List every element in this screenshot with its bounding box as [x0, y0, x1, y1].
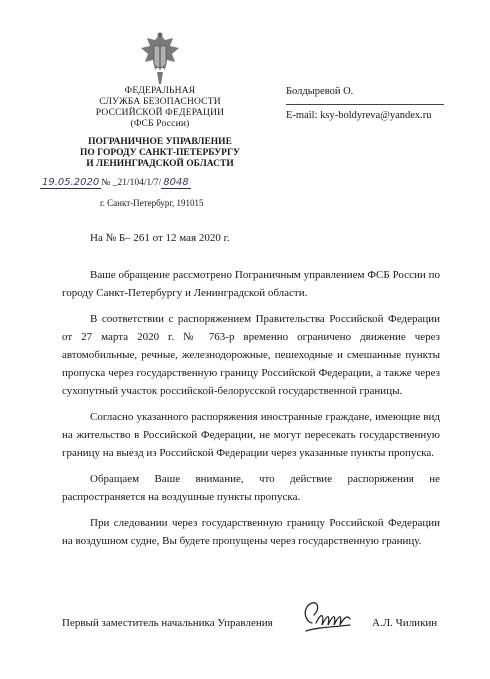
body-paragraph: В соответствии с распоряжением Правительства Российской Федерации от 27 марта 2020 г. № 763-р временно ограничено движение через автомобильные, речные, железнодорожные, пешеходные и смешанные пункты пропуска через государственную границу Российской Федерации, а также через сухопутный участок российской-белорусской государственной границы.	[62, 313, 440, 397]
org-line: РОССИЙСКОЙ ФЕДЕРАЦИИ	[95, 108, 225, 118]
recipient-email: E-mail: ksy-boldyreva@yandex.ru	[286, 110, 432, 121]
organization-name	[60, 86, 260, 130]
org-line: ФЕДЕРАЛЬНАЯ	[124, 86, 196, 96]
city-address: г. Санкт-Петербург, 191015	[100, 198, 204, 208]
dept-line: И ЛЕНИНГРАДСКОЙ ОБЛАСТИ	[86, 159, 234, 169]
recipient-name: Болдыревой О.	[286, 86, 354, 97]
dept-line: ПОГРАНИЧНОЕ УПРАВЛЕНИЕ	[88, 137, 232, 147]
department-name	[60, 137, 260, 170]
body-paragraph: Обращаем Ваше внимание, что действие распоряжения не распространяется на воздушные пункты пропуска.	[62, 473, 440, 503]
body-paragraph: При следовании через государственную границу Российской Федерации на воздушном судне, Вы будете пропущены через государственную границу.	[62, 517, 440, 547]
dept-line: ПО ГОРОДУ САНКТ-ПЕТЕРБУРГУ	[80, 148, 240, 158]
registration-number-prefix: № _21/104/1/7/	[101, 178, 162, 188]
registration-date: 19.05.2020	[42, 177, 100, 188]
reference-line: На № Б– 261 от 12 мая 2020 г.	[90, 232, 230, 244]
body-paragraph: Ваше обращение рассмотрено Пограничным управлением ФСБ России по городу Санкт-Петербургу и Ленинградской области.	[62, 269, 440, 299]
recipient-divider	[286, 104, 444, 105]
org-line: (ФСБ России)	[130, 119, 190, 129]
signatory-name: А.Л. Чиликин	[372, 617, 438, 629]
letter-body	[62, 266, 440, 558]
body-paragraph: Согласно указанного распоряжения иностранные граждане, имеющие вид на жительство в Российской Федерации, не могут пересекать государственную границу на выезд из Российской Федерации через указанные пункты пропуска.	[62, 411, 440, 459]
org-line: СЛУЖБА БЕЗОПАСНОСТИ	[99, 97, 221, 107]
fsb-emblem-icon	[137, 30, 183, 86]
handwritten-signature-icon	[298, 593, 358, 641]
signatory-title: Первый заместитель начальника Управления	[62, 617, 273, 629]
registration-number-handwritten: 8048	[163, 177, 189, 188]
registration-line	[40, 177, 280, 188]
